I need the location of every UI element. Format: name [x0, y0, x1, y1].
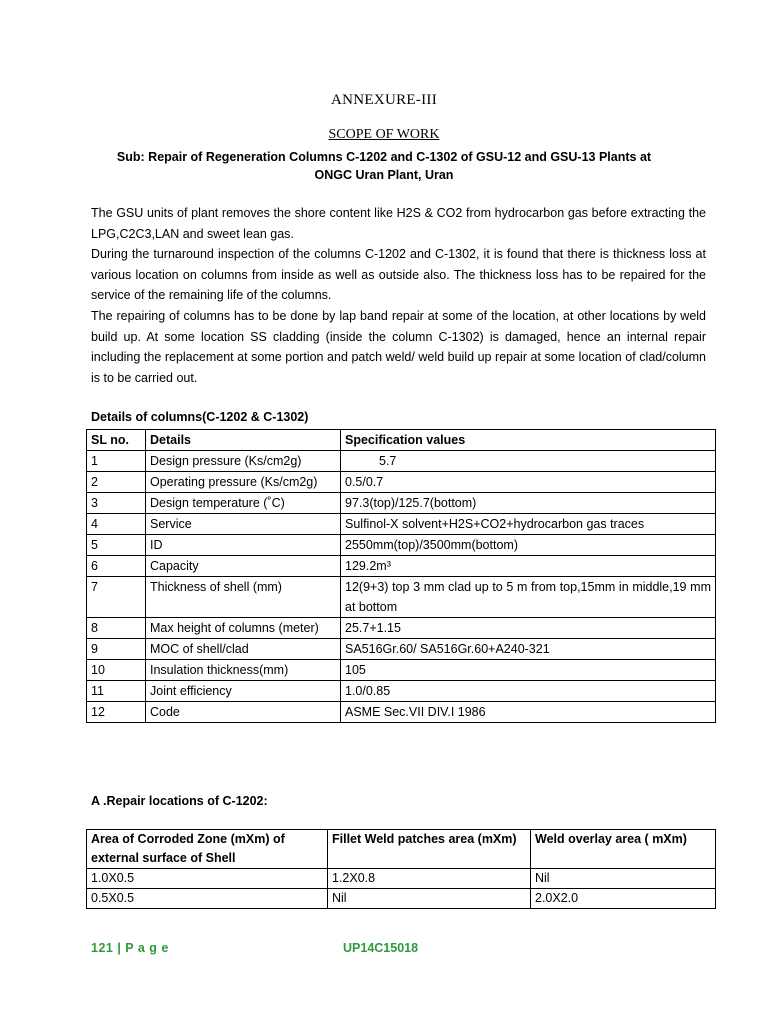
paragraph: The repairing of columns has to be done by lap band repair at some of the location, at other locations by weld build up. At some location SS cladding (inside the column C-1302) is damaged, hence an internal repair including the replacement at some portion and patch weld/ weld build up repair at some location of clad/column is to be carried out. — [91, 308, 706, 385]
spec-cell: 5.7 — [341, 451, 716, 472]
sl-cell: 11 — [87, 681, 146, 702]
annexure-title: ANNEXURE-III — [330, 92, 438, 108]
details-cell: Code — [146, 702, 341, 723]
table-row — [87, 702, 716, 723]
details-cell: Service — [146, 514, 341, 535]
spec-cell: SA516Gr.60/ SA516Gr.60+A240-321 — [341, 639, 716, 660]
details-cell: Max height of columns (meter) — [146, 618, 341, 639]
footer-page-number: 121 | P a g e — [91, 941, 169, 955]
paragraph: The GSU units of plant removes the shore content like H2S & CO2 from hydrocarbon gas before extracting the LPG,C2C3,LAN and sweet lean gas. — [91, 206, 706, 241]
table-row — [87, 869, 716, 889]
table-row — [87, 556, 716, 577]
details-cell: Thickness of shell (mm) — [146, 577, 341, 618]
footer-document-code: UP14C15018 — [343, 941, 419, 955]
subject-line-1: Sub: Repair of Regeneration Columns C-1202 and C-1302 of GSU-12 and GSU-13 Plants at — [116, 150, 652, 164]
spec-cell: 12(9+3) top 3 mm clad up to 5 m from top,15mm in middle,19 mm at bottom — [341, 577, 716, 618]
details-cell: ID — [146, 535, 341, 556]
table-row — [87, 472, 716, 493]
spec-cell: 129.2m³ — [341, 556, 716, 577]
subject-line — [96, 148, 672, 184]
spec-cell: 1.0/0.85 — [341, 681, 716, 702]
spec-cell: 97.3(top)/125.7(bottom) — [341, 493, 716, 514]
repair-table-heading: A .Repair locations of C-1202: — [91, 794, 268, 808]
table-row — [87, 660, 716, 681]
sl-cell: 2 — [87, 472, 146, 493]
table-row — [87, 639, 716, 660]
table-row — [87, 889, 716, 909]
details-cell: Insulation thickness(mm) — [146, 660, 341, 681]
sl-cell: 6 — [87, 556, 146, 577]
weld-overlay-cell: 2.0X2.0 — [531, 889, 716, 909]
header-corroded-area: Area of Corroded Zone (mXm) of external surface of Shell — [87, 830, 328, 869]
table-row — [87, 451, 716, 472]
table-row — [87, 577, 716, 618]
table-row — [87, 493, 716, 514]
spec-cell: 105 — [341, 660, 716, 681]
sl-cell: 3 — [87, 493, 146, 514]
table-row — [87, 514, 716, 535]
spec-cell: 2550mm(top)/3500mm(bottom) — [341, 535, 716, 556]
sl-cell: 4 — [87, 514, 146, 535]
table-header-row — [87, 430, 716, 451]
scope-title: SCOPE OF WORK — [328, 127, 440, 142]
sl-cell: 10 — [87, 660, 146, 681]
sl-cell: 9 — [87, 639, 146, 660]
sl-cell: 7 — [87, 577, 146, 618]
body-text — [91, 203, 706, 388]
spec-cell: ASME Sec.VII DIV.I 1986 — [341, 702, 716, 723]
spec-cell: 25.7+1.15 — [341, 618, 716, 639]
corroded-area-cell: 0.5X0.5 — [87, 889, 328, 909]
paragraph: During the turnaround inspection of the columns C-1202 and C-1302, it is found that there is thickness loss at various location on columns from inside as well as outside also. The thickness loss has to be repaired for the service of the remaining life of the columns. — [91, 247, 706, 303]
sl-cell: 12 — [87, 702, 146, 723]
columns-table-heading: Details of columns(C-1202 & C-1302) — [91, 410, 309, 424]
fillet-weld-cell: 1.2X0.8 — [328, 869, 531, 889]
table-row — [87, 535, 716, 556]
details-cell: Joint efficiency — [146, 681, 341, 702]
table-header-row — [87, 830, 716, 869]
table-row — [87, 681, 716, 702]
corroded-area-cell: 1.0X0.5 — [87, 869, 328, 889]
details-cell: MOC of shell/clad — [146, 639, 341, 660]
header-fillet-weld: Fillet Weld patches area (mXm) — [328, 830, 531, 869]
spec-cell: Sulfinol-X solvent+H2S+CO2+hydrocarbon gas traces — [341, 514, 716, 535]
repair-locations-table — [86, 829, 716, 909]
table-row — [87, 618, 716, 639]
fillet-weld-cell: Nil — [328, 889, 531, 909]
header-specification: Specification values — [341, 430, 716, 451]
header-details: Details — [146, 430, 341, 451]
details-cell: Design pressure (Ks/cm2g) — [146, 451, 341, 472]
details-cell: Operating pressure (Ks/cm2g) — [146, 472, 341, 493]
header-sl-no: SL no. — [87, 430, 146, 451]
sl-cell: 8 — [87, 618, 146, 639]
header-weld-overlay: Weld overlay area ( mXm) — [531, 830, 716, 869]
weld-overlay-cell: Nil — [531, 869, 716, 889]
details-cell: Design temperature (˚C) — [146, 493, 341, 514]
sl-cell: 1 — [87, 451, 146, 472]
subject-line-2: ONGC Uran Plant, Uran — [314, 168, 454, 182]
details-cell: Capacity — [146, 556, 341, 577]
sl-cell: 5 — [87, 535, 146, 556]
spec-cell: 0.5/0.7 — [341, 472, 716, 493]
columns-details-table — [86, 429, 716, 723]
